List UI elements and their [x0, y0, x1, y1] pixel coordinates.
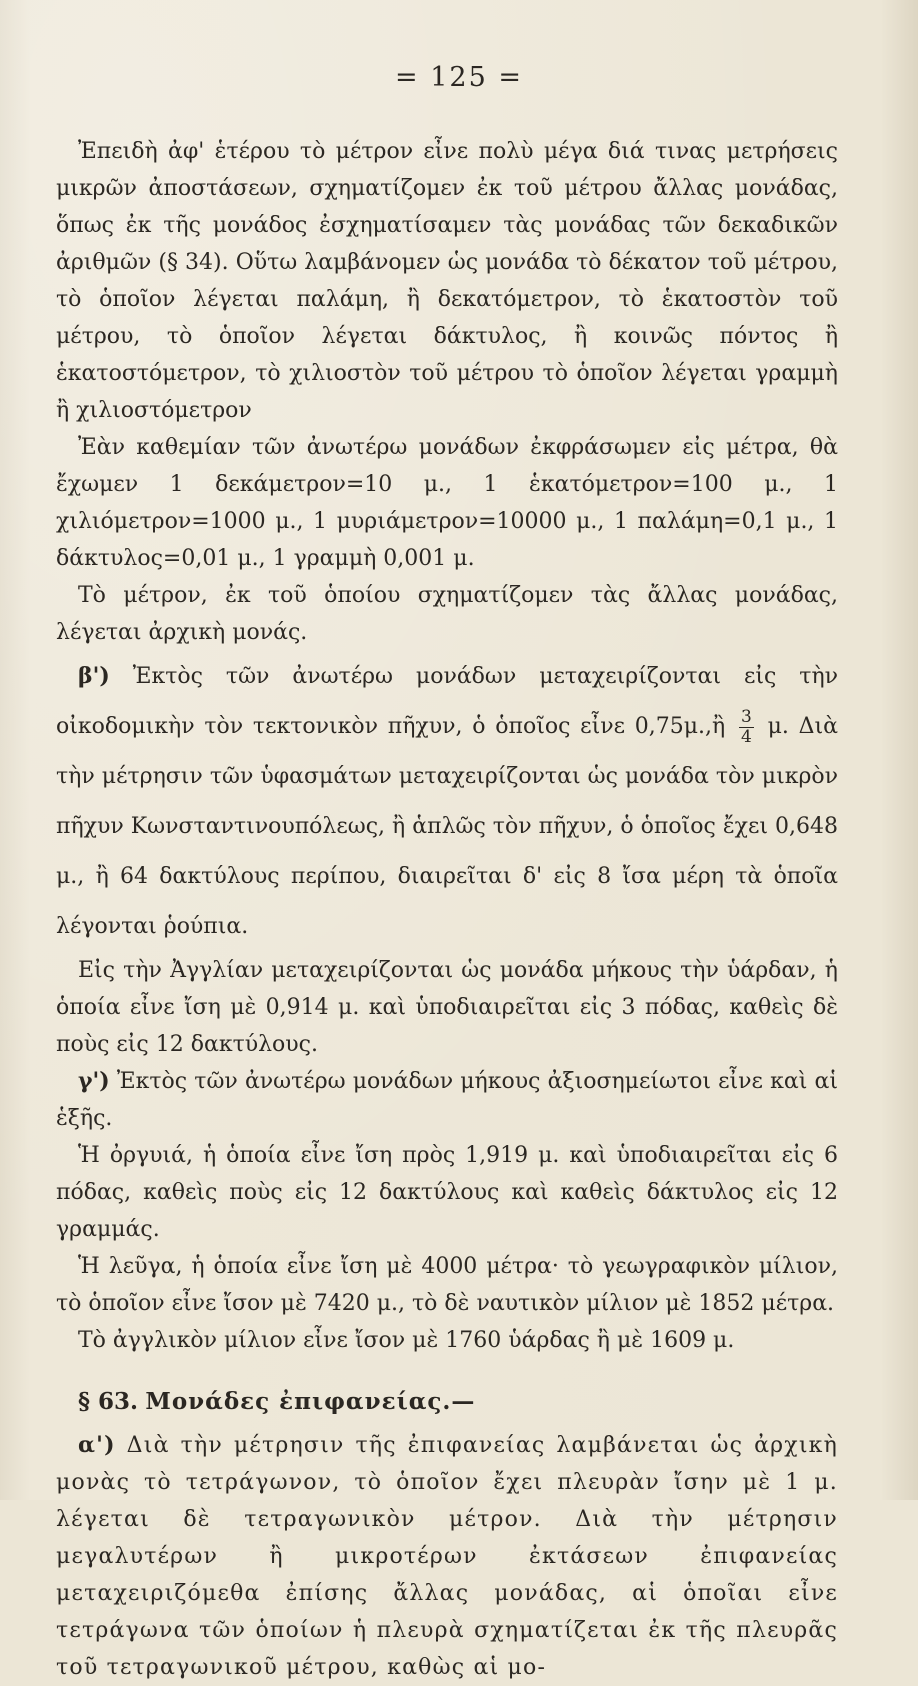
beta-text-line1: Ἐκτὸς τῶν ἀνωτέρω μονάδων μεταχειρίζονται εἰς τὴν οἰκοδομικὴν τὸν τεκτονικὸν πῆχυν, ὁ ὁποῖος εἶνε 0,75μ.,ἢ: [56, 664, 838, 739]
paragraph-yard: Εἰς τὴν Ἀγγλίαν μεταχειρίζονται ὡς μονάδα μήκους τὴν ὑάρδαν, ἡ ὁποία εἶνε ἴση μὲ 0,914 μ. καὶ ὑποδιαιρεῖται εἰς 3 πόδας, καθεὶς δὲ ποὺς εἰς 12 δακτύλους.: [56, 958, 838, 1057]
paragraph-metric-subunits: Ἐπειδὴ ἀφ' ἑτέρου τὸ μέτρον εἶνε πολὺ μέγα διά τινας μετρήσεις μικρῶν ἀποστάσεων, σχηματίζομεν ἐκ τοῦ μέτρου ἄλλας μονάδας, ὅπως ἐκ τῆς μονάδος ἐσχηματίσαμεν τὰς μονάδας τῶν δεκαδικῶν ἀριθμῶν (§ 34). Οὕτω λαμβάνομεν ὡς μονάδα τὸ δέκατον τοῦ μέτρου, τὸ ὁποῖον λέγεται παλάμη, ἢ δεκατόμετρον, τὸ ἑκατοστὸν τοῦ μέτρου, τὸ ὁποῖον λέγεται δάκτυλος, ἢ κοινῶς πόντος ἢ ἑκατοστόμετρον, τὸ χιλιοστὸν τοῦ μέτρου τὸ ὁποῖον λέγεται γραμμὴ ἢ χιλιοστόμετρον: [56, 139, 838, 423]
paragraph-unit-conversions: Ἐὰν καθεμίαν τῶν ἀνωτέρω μονάδων ἐκφράσωμεν εἰς μέτρα, θὰ ἔχωμεν 1 δεκάμετρον=10 μ., 1 ἑκατόμετρον=100 μ., 1 χιλιόμετρον=1000 μ., 1 μυριάμετρον=10000 μ., 1 παλάμη=0,1 μ., 1 δάκτυλος=0,01 μ., 1 γραμμὴ 0,001 μ.: [56, 435, 838, 571]
item-label-alpha: α'): [78, 1432, 116, 1458]
section-number: § 63.: [78, 1388, 139, 1415]
paragraph-league: Ἡ λεῦγα, ἡ ὁποία εἶνε ἴση μὲ 4000 μέτρα· τὸ γεωγραφικὸν μίλιον, τὸ ὁποῖον εἶνε ἴσον μὲ 7420 μ., τὸ δὲ ναυτικὸν μίλιον μὲ 1852 μέτρα.: [56, 1254, 838, 1316]
fraction-three-quarters: [739, 708, 754, 747]
beta-text-rest: μ. Διὰ τὴν μέτρησιν τῶν ὑφασμάτων μεταχειρίζονται ὡς μονάδα τὸν μικρὸν πῆχυν Κωνσταντινουπόλεως, ἢ ἁπλῶς τὸν πῆχυν, ὁ ὁποῖος ἔχει 0,648 μ., ἢ 64 δακτύλους περίπου, διαιρεῖται δ' εἰς 8 ἴσα μέρη τὰ ὁποῖα λέγονται ῥούπια.: [56, 714, 839, 939]
section-title: Μονάδες ἐπιφανείας.—: [145, 1388, 476, 1415]
alpha-text: Διὰ τὴν μέτρησιν τῆς ἐπιφανείας λαμβάνεται ὡς ἀρχικὴ μονὰς τὸ τετράγωνον, τὸ ὁποῖον ἔχει πλευρὰν ἴσην μὲ 1 μ. λέγεται δὲ τετραγωνικὸν μέτρον. Διὰ τὴν μέτρησιν μεγαλυτέρων ἢ μικροτέρων ἐκτάσεων ἐπιφανείας μεταχειριζόμεθα ἐπίσης ἄλλας μονάδας, αἱ ὁποῖαι εἶνε τετράγωνα τῶν ὁποίων ἡ πλευρὰ σχηματίζεται ἐκ τῆς πλευρᾶς τοῦ τετραγωνικοῦ μέτρου, καθὼς αἱ μο-: [56, 1433, 838, 1680]
page-body: [56, 133, 838, 1686]
item-label-beta: β'): [78, 663, 110, 689]
paragraph-beta-cubit: [56, 651, 838, 952]
gamma-text: Ἐκτὸς τῶν ἀνωτέρω μονάδων μήκους ἀξιοσημείωτοι εἶνε καὶ αἱ ἑξῆς.: [56, 1069, 838, 1131]
paragraph-principal-unit: Τὸ μέτρον, ἐκ τοῦ ὁποίου σχηματίζομεν τὰς ἄλλας μονάδας, λέγεται ἀρχικὴ μονάς.: [56, 583, 838, 645]
fraction-denominator: 4: [740, 726, 752, 747]
fraction-numerator: 3: [740, 706, 752, 727]
paragraph-gamma: [56, 1063, 838, 1137]
item-label-gamma: γ'): [78, 1068, 110, 1094]
paragraph-fathom: Ἡ ὀργυιά, ἡ ὁποία εἶνε ἴση πρὸς 1,919 μ. καὶ ὑποδιαιρεῖται εἰς 6 πόδας, καθεὶς ποὺς εἰς 12 δακτύλους καὶ καθεὶς δάκτυλος εἰς 12 γραμμάς.: [56, 1143, 838, 1242]
paragraph-alpha-area: [56, 1427, 838, 1686]
page-number: = 125 =: [395, 62, 523, 93]
paragraph-english-mile: Τὸ ἀγγλικὸν μίλιον εἶνε ἴσον μὲ 1760 ὑάρδας ἢ μὲ 1609 μ.: [78, 1328, 735, 1353]
section-heading: [56, 1383, 838, 1421]
